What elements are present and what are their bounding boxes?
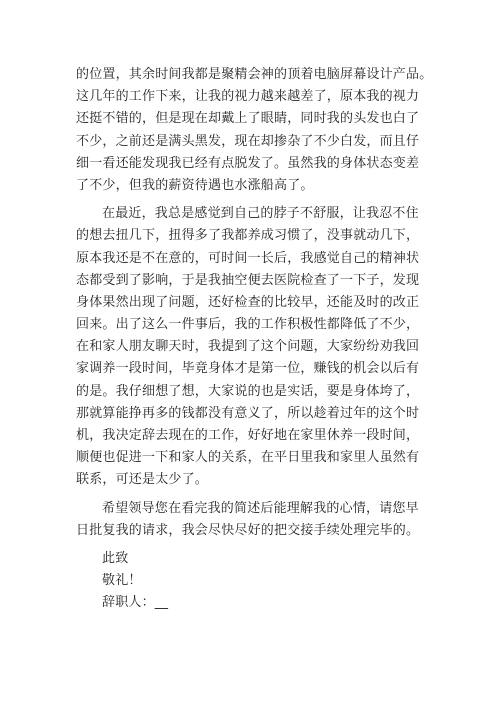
text-line: 细一看还能发现我已经有点脱发了。虽然我的身体状态变差: [76, 155, 420, 171]
paragraph-1: [76, 64, 448, 197]
text-line: 回来。出了这么一件事后，我的工作积极性都降低了不少，: [76, 317, 420, 333]
paragraph-3: [76, 498, 448, 542]
text-line: 态都受到了影响，于是我抽空便去医院检查了一下子，发现: [76, 272, 420, 288]
signature-label: 辞职人：__: [102, 595, 169, 611]
text-line: 在最近，我总是感觉到自己的脖子不舒服，让我忍不住: [102, 206, 419, 222]
text-line: 还挺不错的，但是现在却戴上了眼睛，同时我的头发也白了: [76, 111, 420, 127]
closing-block: [76, 548, 448, 615]
closing-respect: 敬礼！: [102, 573, 142, 589]
text-line: 的想去扭几下，扭得多了我都养成习惯了，没事就动几下，: [76, 228, 420, 244]
paragraph-2: [76, 203, 448, 491]
text-line: 机，我决定辞去现在的工作，好好地在家里休养一段时间，: [76, 428, 420, 443]
closing-salutation: 此致: [102, 550, 129, 566]
text-line: 的是。我仔细想了想，大家说的也是实话，要是身体垮了，: [76, 383, 420, 399]
text-line: 希望领导您在看完我的简述后能理解我的心情，请您早: [102, 500, 419, 516]
text-line: 联系，可还是太少了。: [76, 472, 209, 488]
text-line: 的位置，其余时间我都是聚精会神的顶着电脑屏幕设计产品。: [76, 67, 433, 82]
text-line: 日批复我的请求，我会尽快尽好的把交接手续处理完毕的。: [76, 522, 420, 538]
text-line: 这几年的工作下来，让我的视力越来越差了，原本我的视力: [76, 89, 420, 105]
letter-body: [76, 64, 448, 615]
text-line: 不少，之前还是满头黑发，现在却掺杂了不少白发，而且仔: [76, 133, 420, 149]
text-line: 身体果然出现了问题，还好检查的比较早，还能及时的改正: [76, 294, 420, 310]
text-line: 了不少，但我的薪资待遇也水涨船高了。: [76, 177, 314, 193]
text-line: 家调养一段时间，毕竟身体才是第一位，赚钱的机会以后有: [76, 361, 420, 377]
text-line: 在和家人朋友聊天时，我提到了这个问题，大家纷纷劝我回: [76, 339, 420, 355]
text-line: 那就算能挣再多的钱都没有意义了，所以趁着过年的这个时: [76, 405, 420, 421]
text-line: 顺便也促进一下和家人的关系，在平日里我和家里人虽然有: [76, 450, 420, 466]
text-line: 原本我还是不在意的，可时间一长后，我感觉自己的精神状: [76, 250, 420, 266]
